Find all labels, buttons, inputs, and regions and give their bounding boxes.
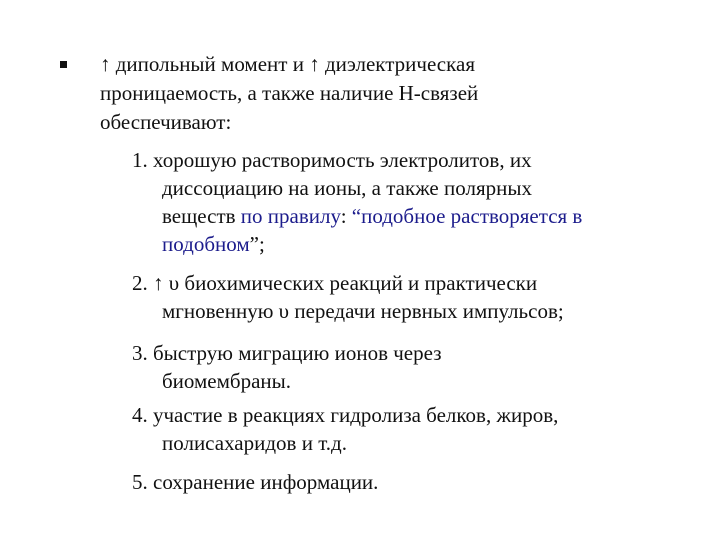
intro-text-2: диэлектрическая	[319, 52, 475, 76]
up-arrow-icon: ↑	[309, 52, 320, 76]
item-text: веществ	[162, 204, 241, 228]
quote-text: “подобное растворяется в	[351, 204, 583, 228]
item-text: :	[340, 204, 352, 228]
item-text-line	[132, 230, 662, 258]
item-text: ”;	[249, 232, 265, 256]
quote-text: подобном	[162, 232, 250, 256]
list-item	[132, 339, 662, 395]
up-arrow-icon: ↑	[100, 52, 111, 76]
upsilon-symbol: υ	[168, 271, 180, 295]
item-text: биохимических реакций и практически	[179, 271, 538, 295]
intro-line-2: проницаемость, а также наличие Н-связей	[100, 81, 479, 105]
list-item	[132, 401, 662, 457]
item-text-line	[132, 297, 662, 325]
item-text: мгновенную	[162, 299, 279, 323]
intro-text-1: дипольный момент и	[110, 52, 310, 76]
item-number: 2.	[132, 271, 148, 295]
intro-line-1	[100, 50, 580, 79]
item-text: передачи нервных импульсов;	[289, 299, 564, 323]
item-text: биомембраны.	[162, 369, 292, 393]
item-text: полисахаридов и т.д.	[162, 431, 347, 455]
item-text: сохранение информации.	[147, 470, 379, 494]
item-number: 1.	[132, 148, 148, 172]
list-item	[132, 269, 662, 325]
square-bullet-icon	[60, 61, 67, 68]
item-number: 4.	[132, 403, 148, 427]
item-text: быструю миграцию ионов через	[147, 341, 442, 365]
item-text: участие в реакциях гидролиза белков, жиров,	[147, 403, 559, 427]
item-text: хорошую растворимость электролитов, их	[147, 148, 532, 172]
item-number: 5.	[132, 470, 148, 494]
list-item	[132, 146, 662, 258]
item-number: 3.	[132, 341, 148, 365]
upsilon-symbol: υ	[278, 299, 290, 323]
intro-line-3: обеспечивают:	[100, 110, 232, 134]
list-item	[132, 468, 662, 496]
intro-paragraph	[100, 50, 580, 137]
item-text-line	[132, 202, 662, 230]
up-arrow-icon: ↑	[147, 271, 169, 295]
rule-link-text: по правилу	[240, 204, 341, 228]
item-text: диссоциацию на ионы, а также полярных	[162, 176, 532, 200]
